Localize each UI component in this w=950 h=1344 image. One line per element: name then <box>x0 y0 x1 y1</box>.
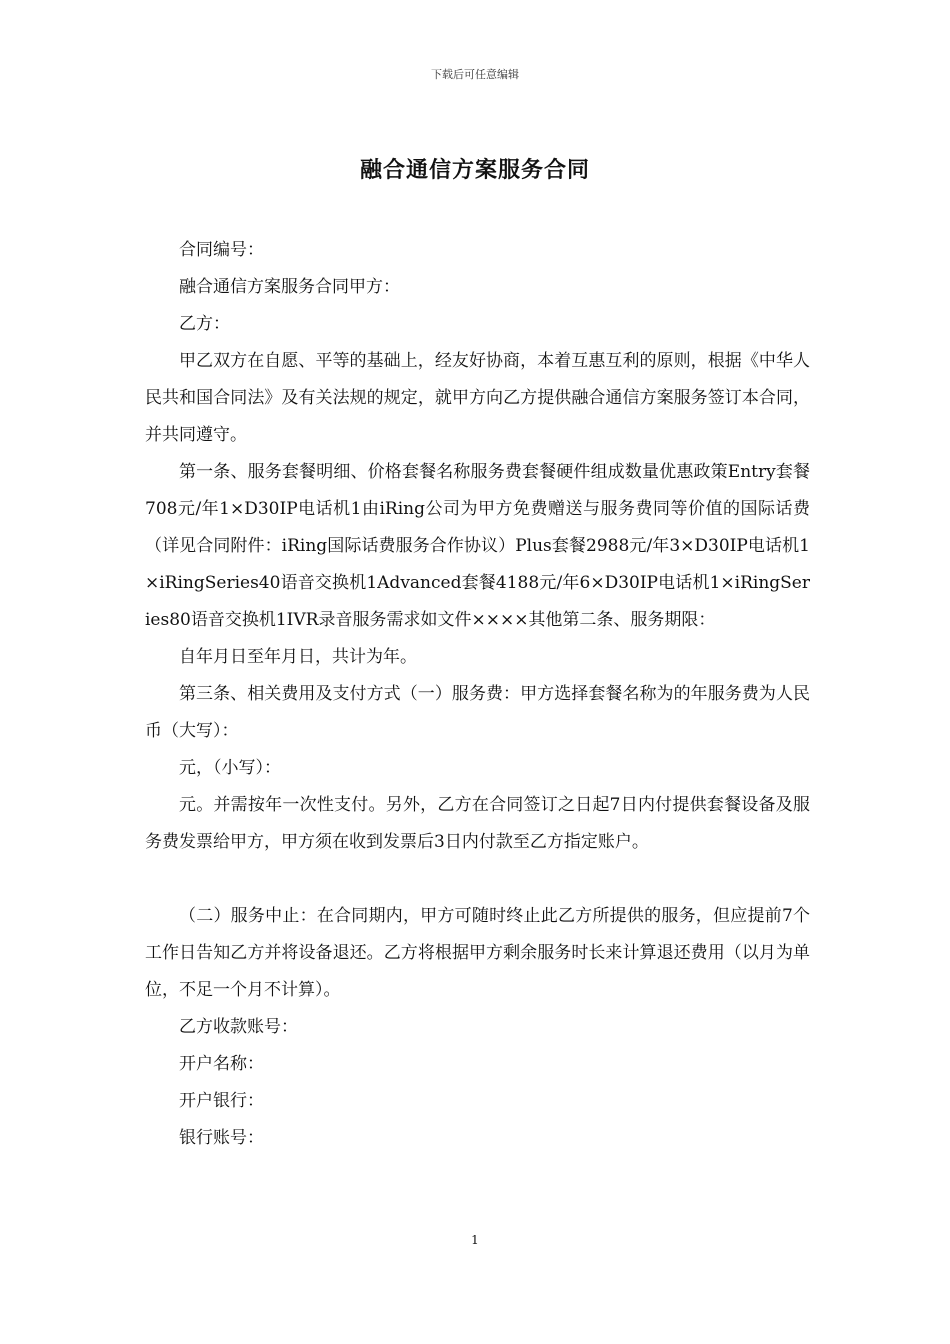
receiving-account-line: 乙方收款账号： <box>179 1017 298 1037</box>
header-note: 下载后可任意编辑 <box>431 68 519 81</box>
article-3-paragraph: 第三条、相关费用及支付方式（一）服务费：甲方选择套餐名称为的年服务费为人民币（大写）： <box>145 684 810 741</box>
service-termination-paragraph: （二）服务中止：在合同期内，甲方可随时终止此乙方所提供的服务，但应提前7个工作日告知乙方并将设备退还。乙方将根据甲方剩余服务时长来计算退还费用（以月为单位，不足一个月不计算）。 <box>145 906 810 1000</box>
payment-terms-paragraph: 元。并需按年一次性支付。另外，乙方在合同签订之日起7日内付提供套餐设备及服务费发票给甲方，甲方须在收到发票后3日内付款至乙方指定账户。 <box>145 795 810 852</box>
party-b-line: 乙方： <box>179 314 230 334</box>
article-1-paragraph: 第一条、服务套餐明细、价格套餐名称服务费套餐硬件组成数量优惠政策Entry套餐708元/年1×D30IP电话机1由iRing公司为甲方免费赠送与服务费同等价值的国际话费（详见合同附件：iRing国际话费服务合作协议）Plus套餐2988元/年3×D30IP电话机1×iRingSeries40语音交换机1Advanced套餐4188元/年6×D30IP电话机1×iRingSeries80语音交换机1IVR录音服务需求如文件××××其他第二条、服务期限： <box>145 462 810 630</box>
bank-name-line: 开户银行： <box>179 1091 264 1111</box>
page-number: 1 <box>471 1233 479 1247</box>
bank-account-line: 银行账号： <box>179 1128 264 1148</box>
contract-number-line: 合同编号： <box>179 240 264 260</box>
service-period-line: 自年月日至年月日，共计为年。 <box>179 647 417 667</box>
document-title: 融合通信方案服务合同 <box>359 157 590 183</box>
contract-body <box>145 232 810 1157</box>
party-a-line: 融合通信方案服务合同甲方： <box>179 277 400 297</box>
preamble-paragraph: 甲乙双方在自愿、平等的基础上，经友好协商，本着互惠互利的原则，根据《中华人民共和国合同法》及有关法规的规定，就甲方向乙方提供融合通信方案服务签订本合同，并共同遵守。 <box>145 351 810 445</box>
account-name-line: 开户名称： <box>179 1054 264 1074</box>
amount-lowercase-line: 元，（小写）： <box>179 758 281 778</box>
